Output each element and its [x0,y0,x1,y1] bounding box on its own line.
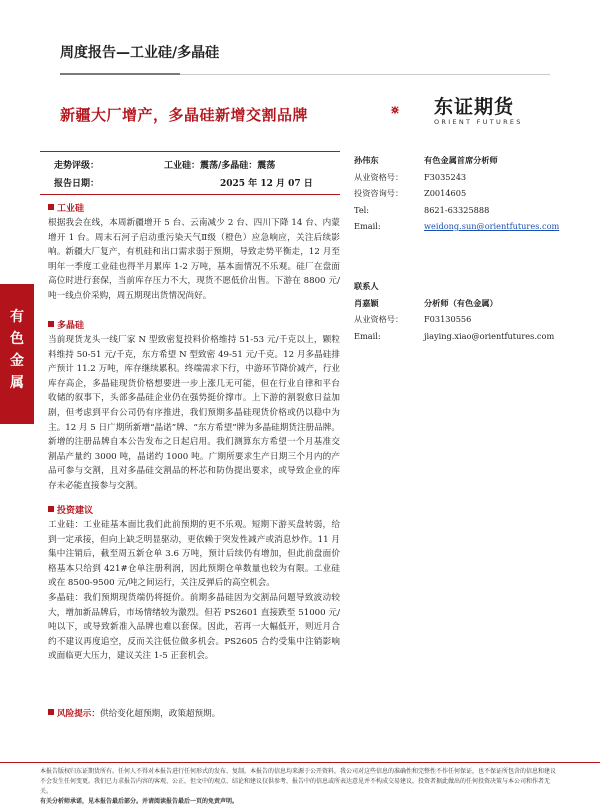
section-body-advice [48,518,340,664]
footer-disclaimer [40,767,560,807]
sector-side-tag [0,284,34,424]
analyst-name: 孙伟东 [354,155,379,165]
analyst-email-link[interactable]: weidong.sun@orientfutures.com [424,221,560,231]
rating-label: 走势评级： [54,161,100,171]
analyst-field: 投资咨询号： Z0014605 [354,188,467,198]
risk-line [48,707,340,722]
analyst-name-row [354,152,564,169]
header-rule-accent [60,73,180,75]
rating-value: 工业硅：震荡/多晶硅：震荡 [164,161,276,171]
analyst-field: Tel: 8621-63325888 [354,204,490,215]
paragraph: 工业硅：工业硅基本面比我们此前预期的更不乐观。短期下游买盘转弱，给到一定承接，但向上缺乏明显驱动，更依赖于突发性减产或消息炒作。11 月集中注销后，截至周五新仓单 3.6 万吨，预计后续仍有增加，但此前盘面价格基本只给到 421#仓单注册利润，因此预期仓单数量也较为有限。工业硅或在 8500-9500 元/吨之间运行，关注反弹后的高空机会。 [48,520,340,589]
analyst-field: Email: weidong.sun@orientfutures.com [354,218,564,235]
meta-rule-bottom [40,194,340,195]
analyst-card [354,152,564,235]
paragraph: 根据我会在线，本周新疆增开 5 台、云南减少 2 台、四川下降 14 台、内蒙增开 1 台。周末石河子启动重污染天气Ⅱ级（橙色）应急响应，关注后续影响。新疆大厂复产，有机硅和出口需求弱于预期，导致走势平衡走，12 月至明年一季度工业硅也得半月累库 1-2 万吨，基本面情况不乐观。硅厂在盘面高位时进行套保，当前库存压力不大，现货不愿低价出售。下游在 8800 元/吨一线点价采购，周五期现出货情况尚好。 [48,218,340,301]
footer-copyright: 本报告版权归东证期货所有。任何人不得对本报告进行任何形式的发布、复制。本报告的信息均来源于公开资料，我公司对这些信息的准确性和完整性不作任何保证，也不保证所包含的信息和建议不会发生任何变更。我们已力求报告内容的客观、公正，但文中的观点、结论和建议仅供参考，报告中的信息或所表达意见并不构成交易建议，投资者据此做出的任何投资决策与本公司和作者无关。 [40,768,557,795]
paragraph: 多晶硅：我们预期现货端仍将挺价。前期多晶硅因为交割品问题导致波动较大，增加新品牌后，市场情绪较为激烈。但若 PS2601 直接跌至 51000 元/吨以下，或导致新准入品牌也难以套保。因此，若再一大幅低开，则近月合约不建议再度追空，反而关注低位做多机会。PS2605 合约受集中注销影响或面临更大压力，建议关注 1-5 正套机会。 [48,592,340,662]
logo-en-text: ORIENT FUTURES [434,118,523,126]
meta-rule-top [40,151,340,152]
contact-title: 分析师（有色金属） [424,297,498,308]
contact-card [354,278,564,344]
orient-futures-logo [390,88,430,132]
bullet-square-icon [48,506,54,512]
footer-analyst-note: 有关分析师承诺，见本报告最后部分。并请阅读报告最后一页的免责声明。 [40,798,239,805]
contact-heading: 联系人 [354,281,379,291]
contact-name-row [354,295,564,312]
section-heading-polysilicon: 多晶硅 [48,318,84,331]
date-label: 报告日期： [54,179,100,189]
bullet-square-icon [48,204,54,210]
section-body-polysilicon [48,333,340,494]
contact-field: Email: jiaying.xiao@orientfutures.com [354,330,555,341]
contact-field: 从业资格号： F03130556 [354,314,472,324]
logo-cn-text: 东证期货 [434,96,515,118]
sector-side-tag-text: 有色金属 [10,309,24,391]
section-heading-advice: 投资建议 [48,503,93,516]
page-title: 新疆大厂增产，多晶硅新增交割品牌 [60,106,309,124]
bullet-square-icon [48,321,54,327]
contact-name: 肖嘉颖 [354,297,379,308]
section-heading-silicon: 工业硅 [48,201,84,214]
footer-rule [0,762,600,763]
date-value: 2025 年 12 月 07 日 [220,179,313,189]
risk-text: 供给变化超预期，政策超预期。 [99,709,221,719]
section-body-silicon [48,216,340,304]
analyst-title: 有色金属首席分析师 [424,155,498,165]
analyst-field: 从业资格号： F3035243 [354,171,467,182]
report-type: 周度报告—工业硅/多晶硅 [60,45,220,61]
risk-label: 风险提示： [57,709,100,719]
paragraph: 当前现货龙头一线厂家 N 型致密复投料价格维持 51-53 元/千克以上，颗粒料维持 50-51 元/千克，东方希望 N 型致密 49-51 元/千克。12 月多晶硅排产预计 11.2 万吨，库存继续累积。终端需求下行，中游环节降价减产，行业库存高企，多晶硅现货价格想要进一步上涨几无可能，但在行业自律和平台收储的叙事下，头部多晶硅企业仍在强势挺价撑市。上下游的割裂愈日益加剧，但考虑到平台公司仍有序推进，我们预期多晶硅现货价格或仍以稳中为主。12 月 5 日广期所新增“晶诺”牌、“东方希望”牌为多晶硅期货注册品牌。新增的注册品牌自本公告发布之日起启用。我们测算东方希望一个月基准交割品产量约 3000 吨，晶诺约 1000 吨。广期所要求生产日期三个月内的产品可参与交割，且对多晶硅交割品的杯芯和防伪提出要求，或导致企业的库存未必能直接参与交割。 [48,335,340,491]
bullet-square-icon [48,709,54,715]
